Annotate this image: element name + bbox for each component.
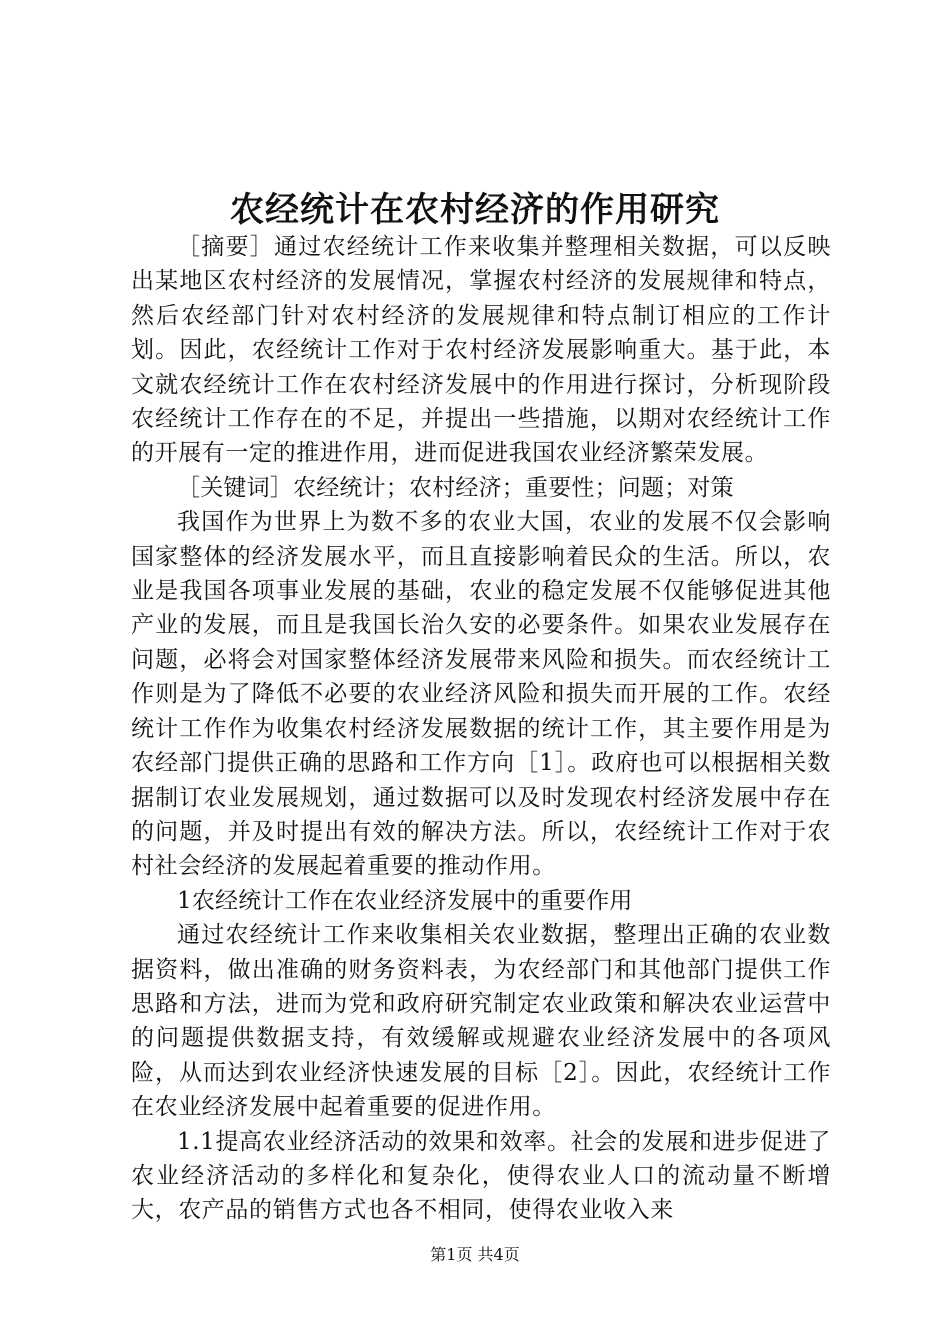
section-heading-1: 1农经统计工作在农业经济发展中的重要作用 xyxy=(177,887,633,914)
document-body xyxy=(131,230,831,1228)
document-title: 农经统计在农村经济的作用研究 xyxy=(230,190,720,230)
page-footer: 第1页 共4页 xyxy=(430,1245,520,1264)
section-1-paragraph: 通过农经统计工作来收集相关农业数据，整理出正确的农业数据资料，做出准确的财务资料表，为农经部门和其他部门提供工作思路和方法，进而为党和政府研究制定农业政策和解决农业运营中的问题提供数据支持，有效缓解或规避农业经济发展中的各项风险，从而达到农业经济快速发展的目标［2］。因此，农经统计工作在农业经济发展中起着重要的促进作用。 xyxy=(131,922,831,1121)
intro-paragraph: 我国作为世界上为数不多的农业大国，农业的发展不仅会影响国家整体的经济发展水平，而且直接影响着民众的生活。所以，农业是我国各项事业发展的基础，农业的稳定发展不仅能够促进其他产业的发展，而且是我国长治久安的必要条件。如果农业发展存在问题，必将会对国家整体经济发展带来风险和损失。而农经统计工作则是为了降低不必要的农业经济风险和损失而开展的工作。农经统计工作作为收集农村经济发展数据的统计工作，其主要作用是为农经部门提供正确的思路和工作方向［1］。政府也可以根据相关数据制订农业发展规划，通过数据可以及时发现农村经济发展中存在的问题，并及时提出有效的解决方法。所以，农经统计工作对于农村社会经济的发展起着重要的推动作用。 xyxy=(131,509,831,880)
subsection-1-1-paragraph: 1.1提高农业经济活动的效果和效率。社会的发展和进步促进了农业经济活动的多样化和复杂化，使得农业人口的流动量不断增大，农产品的销售方式也各不相同，使得农业收入来 xyxy=(131,1128,831,1224)
abstract-paragraph: ［摘要］通过农经统计工作来收集并整理相关数据，可以反映出某地区农村经济的发展情况，掌握农村经济的发展规律和特点，然后农经部门针对农村经济的发展规律和特点制订相应的工作计划。因此，农经统计工作对于农村经济发展影响重大。基于此，本文就农经统计工作在农村经济发展中的作用进行探讨，分析现阶段农经统计工作存在的不足，并提出一些措施，以期对农经统计工作的开展有一定的推进作用，进而促进我国农业经济繁荣发展。 xyxy=(131,234,831,467)
keywords-line: ［关键词］农经统计；农村经济；重要性；问题；对策 xyxy=(177,474,734,501)
